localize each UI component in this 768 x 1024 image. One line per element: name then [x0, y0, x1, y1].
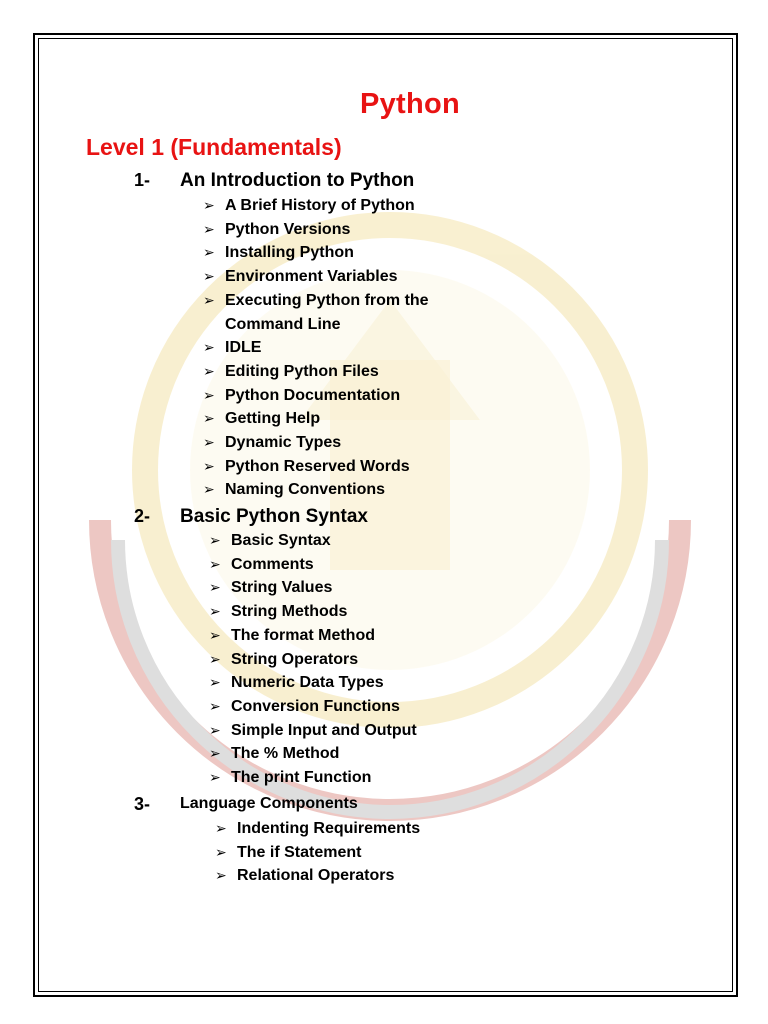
arrow-bullet-icon: ➢ — [209, 769, 221, 786]
list-item: ➢ The format Method — [209, 624, 417, 648]
arrow-bullet-icon: ➢ — [203, 244, 215, 261]
arrow-bullet-icon: ➢ — [203, 410, 215, 427]
arrow-bullet-icon: ➢ — [209, 674, 221, 691]
list-item: ➢ Dynamic Types — [203, 431, 429, 455]
section-1-list — [203, 194, 429, 502]
list-item-continuation: Command Line — [225, 315, 341, 333]
list-item: ➢ Environment Variables — [203, 265, 429, 289]
list-item: ➢ A Brief History of Python — [203, 194, 429, 218]
list-item: ➢ The print Function — [209, 766, 417, 790]
section-2-title: Basic Python Syntax — [180, 506, 368, 527]
list-item: ➢ Conversion Functions — [209, 695, 417, 719]
arrow-bullet-icon: ➢ — [209, 650, 221, 667]
list-item: ➢ Simple Input and Output — [209, 719, 417, 743]
arrow-bullet-icon: ➢ — [209, 697, 221, 714]
list-item: ➢ Getting Help — [203, 407, 429, 431]
arrow-bullet-icon: ➢ — [209, 532, 221, 548]
arrow-bullet-icon: ➢ — [209, 603, 221, 620]
list-item: ➢ The % Method — [209, 742, 417, 766]
list-item: ➢ IDLE — [203, 336, 429, 360]
arrow-bullet-icon: ➢ — [203, 339, 215, 356]
list-item: ➢ Numeric Data Types — [209, 671, 417, 695]
section-3-number: 3- — [134, 794, 151, 814]
list-item: ➢ String Values — [209, 576, 417, 600]
list-item: ➢ Executing Python from the — [203, 289, 429, 313]
list-item: ➢ Basic Syntax — [209, 529, 417, 553]
arrow-bullet-icon: ➢ — [203, 268, 215, 285]
section-3-list — [215, 817, 420, 888]
arrow-bullet-icon: ➢ — [203, 362, 215, 379]
list-item: ➢ String Methods — [209, 600, 417, 624]
list-item: ➢ Installing Python — [203, 241, 429, 265]
section-3-title: Language Components — [180, 795, 358, 812]
list-item: ➢ Indenting Requirements — [215, 817, 420, 841]
arrow-bullet-icon: ➢ — [209, 579, 221, 596]
arrow-bullet-icon: ➢ — [215, 820, 227, 836]
arrow-bullet-icon: ➢ — [203, 457, 215, 474]
arrow-bullet-icon: ➢ — [209, 721, 221, 738]
list-item: ➢ Python Documentation — [203, 384, 429, 408]
section-1-title: An Introduction to Python — [180, 170, 415, 191]
list-item: ➢ Relational Operators — [215, 864, 420, 888]
list-item: ➢ Comments — [209, 553, 417, 577]
arrow-bullet-icon: ➢ — [209, 626, 221, 643]
arrow-bullet-icon: ➢ — [215, 867, 227, 884]
page-title: Python — [359, 88, 461, 120]
section-2-list — [209, 529, 417, 790]
arrow-bullet-icon: ➢ — [215, 843, 227, 860]
arrow-bullet-icon: ➢ — [203, 434, 215, 451]
list-item: ➢ The if Statement — [215, 841, 420, 865]
arrow-bullet-icon: ➢ — [203, 481, 215, 498]
arrow-bullet-icon: ➢ — [209, 745, 221, 762]
arrow-bullet-icon: ➢ — [203, 220, 215, 237]
level-heading: Level 1 (Fundamentals) — [86, 134, 342, 160]
list-item: ➢ Editing Python Files — [203, 360, 429, 384]
list-item: ➢ Python Versions — [203, 218, 429, 242]
list-item: ➢ Naming Conventions — [203, 478, 429, 502]
arrow-bullet-icon: ➢ — [203, 197, 215, 213]
list-item: ➢ String Operators — [209, 648, 417, 672]
section-1-number: 1- — [134, 170, 151, 190]
section-2-number: 2- — [134, 506, 151, 526]
arrow-bullet-icon: ➢ — [209, 555, 221, 572]
list-item: ➢ Python Reserved Words — [203, 455, 429, 479]
arrow-bullet-icon: ➢ — [203, 291, 215, 308]
arrow-bullet-icon: ➢ — [203, 386, 215, 403]
